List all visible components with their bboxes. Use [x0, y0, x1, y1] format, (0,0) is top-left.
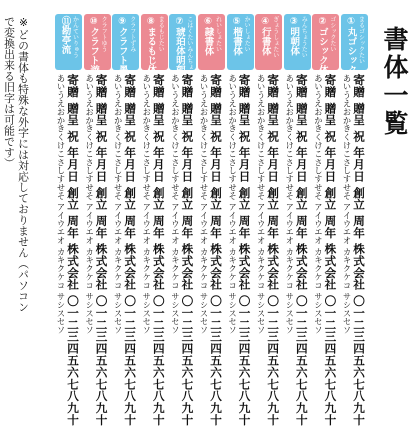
- page-title: 書体一覧: [380, 26, 409, 138]
- sample-kanji-text: 寄贈 贈呈 祝 年月日 創立 周年 株式会社 〇一二三四五六七八九十: [151, 74, 166, 426]
- font-name-tab: [169, 14, 196, 88]
- font-name-ruby: ゴシックたい: [328, 16, 336, 52]
- sample-kana-text: あいうえおかきくけこさしすせそ アイウエオ カキクケコ サシスセソ: [227, 74, 238, 335]
- sample-text-block: [170, 74, 195, 426]
- font-name-label: ⑦琥珀体明朝体: [173, 16, 185, 84]
- sample-text-block: [56, 74, 80, 426]
- sample-kanji-text: 寄贈 贈呈 祝 年月日 創立 周年 株式会社 〇一二三四五六七八九十: [237, 74, 252, 426]
- font-column: [56, 14, 80, 426]
- sample-kanji-text: 寄贈 贈呈 祝 年月日 創立 周年 株式会社 〇一二三四五六七八九十: [180, 74, 195, 426]
- font-name-tab: [255, 14, 282, 70]
- sample-kanji-text: 寄贈 贈呈 祝 年月日 創立 周年 株式会社 〇一二三四五六七八九十: [266, 74, 281, 426]
- font-name-label: ⑪勘亭流: [59, 16, 71, 54]
- sample-kanji-text: 寄贈 贈呈 祝 年月日 創立 周年 株式会社 〇一二三四五六七八九十: [123, 74, 138, 426]
- sample-kanji-text: 寄贈 贈呈 祝 年月日 創立 周年 株式会社 〇一二三四五六七八九十: [209, 74, 223, 426]
- sample-kanji-text: 寄贈 贈呈 祝 年月日 創立 周年 株式会社 〇一二三四五六七八九十: [352, 74, 366, 426]
- font-column: [199, 14, 223, 426]
- font-name-ruby: れいしょたい: [214, 16, 222, 52]
- sample-text-block: [313, 74, 338, 426]
- sample-kanji-text: 寄贈 贈呈 祝 年月日 創立 周年 株式会社 〇一二三四五六七八九十: [66, 74, 80, 426]
- font-column: [113, 14, 138, 426]
- font-column: [227, 14, 252, 426]
- font-name-tab: [112, 14, 139, 75]
- font-name-ruby: かいしょたい: [243, 16, 251, 52]
- note-line: ※どの書体も特殊な外字には対応しておりません（パソコン: [17, 16, 30, 313]
- font-name-ruby: みんちょうたい: [300, 16, 308, 58]
- sample-text-block: [227, 74, 252, 426]
- font-column: [170, 14, 195, 426]
- font-name-ruby: ぎょうしょたい: [271, 16, 279, 58]
- font-name-ruby: まるもじたい: [157, 16, 165, 52]
- font-name-tab: [227, 14, 254, 70]
- font-name-tab: [198, 14, 225, 70]
- font-name-label: ⑥隷書体: [202, 16, 214, 56]
- sample-kana-text: あいうえおかきくけこさしすせそ アイウエオ カキクケコ サシスセソ: [141, 74, 152, 335]
- font-name-label: ④行書体: [259, 16, 271, 56]
- font-name-label: ⑧まるもじ体: [145, 16, 157, 75]
- font-name-tab: [284, 14, 311, 70]
- font-name-ruby: かんていりゅう: [71, 16, 79, 58]
- font-column: [84, 14, 109, 426]
- font-name-label: ②ゴシック体: [316, 16, 328, 75]
- sample-kana-text: あいうえおかきくけこさしすせそ アイウエオ カキクケコ サシスセソ: [313, 74, 324, 335]
- font-column: [256, 14, 281, 426]
- font-name-ruby: クラフトゆう: [100, 16, 108, 52]
- sample-kana-text: あいうえおかきくけこさしすせそ アイウエオ カキクケコ サシスセソ: [56, 74, 66, 335]
- font-name-label: ③明朝体: [288, 16, 300, 56]
- font-column: [313, 14, 338, 426]
- font-name-tab: [55, 14, 82, 70]
- font-column: [342, 14, 366, 426]
- sample-text-block: [84, 74, 109, 426]
- sample-text-block: [284, 74, 309, 426]
- sample-kana-text: あいうえおかきくけこさしすせそ アイウエオ カキクケコ サシスセソ: [342, 74, 352, 335]
- note: [2, 16, 30, 408]
- sample-text-block: [256, 74, 281, 426]
- font-name-label: ①丸ゴシック体: [345, 16, 357, 84]
- sample-kana-text: あいうえおかきくけこさしすせそ アイウエオ カキクケコ サシスセソ: [170, 74, 181, 335]
- sample-text-block: [342, 74, 366, 426]
- font-name-tab: [84, 14, 111, 75]
- font-name-ruby: こはくたいみんちょうたい: [185, 16, 193, 88]
- sample-kanji-text: 寄贈 贈呈 祝 年月日 創立 周年 株式会社 〇一二三四五六七八九十: [323, 74, 338, 426]
- sample-kana-text: あいうえおかきくけこさしすせそ アイウエオ カキクケコ サシスセソ: [84, 74, 95, 335]
- sample-text-block: [113, 74, 138, 426]
- font-name-tab: [312, 14, 339, 75]
- font-name-label: ⑤楷書体: [231, 16, 243, 56]
- font-name-tab: [341, 14, 368, 84]
- sample-kana-text: あいうえおかきくけこさしすせそ アイウエオ カキクケコ サシスセソ: [113, 74, 124, 335]
- font-name-ruby: クラフトずみ: [128, 16, 136, 52]
- font-column: [284, 14, 309, 426]
- sample-kana-text: あいうえおかきくけこさしすせそ アイウエオ カキクケコ サシスセソ: [284, 74, 295, 335]
- sample-kanji-text: 寄贈 贈呈 祝 年月日 創立 周年 株式会社 〇一二三四五六七八九十: [94, 74, 109, 426]
- font-name-label: ⑨クラフト墨: [116, 16, 128, 75]
- font-column: [141, 14, 166, 426]
- sample-kana-text: あいうえおかきくけこさしすせそ アイウエオ カキクケコ サシスセソ: [199, 74, 209, 335]
- sample-text-block: [141, 74, 166, 426]
- sample-kanji-text: 寄贈 贈呈 祝 年月日 創立 周年 株式会社 〇一二三四五六七八九十: [294, 74, 309, 426]
- sample-text-block: [199, 74, 223, 426]
- font-name-ruby: まるゴシックたい: [357, 16, 365, 64]
- font-name-label: ⑩クラフト遊: [88, 16, 100, 75]
- font-name-tab: [141, 14, 168, 75]
- note-line: で変換出来る旧字は可能です）: [3, 16, 16, 169]
- sample-kana-text: あいうえおかきくけこさしすせそ アイウエオ カキクケコ サシスセソ: [256, 74, 267, 335]
